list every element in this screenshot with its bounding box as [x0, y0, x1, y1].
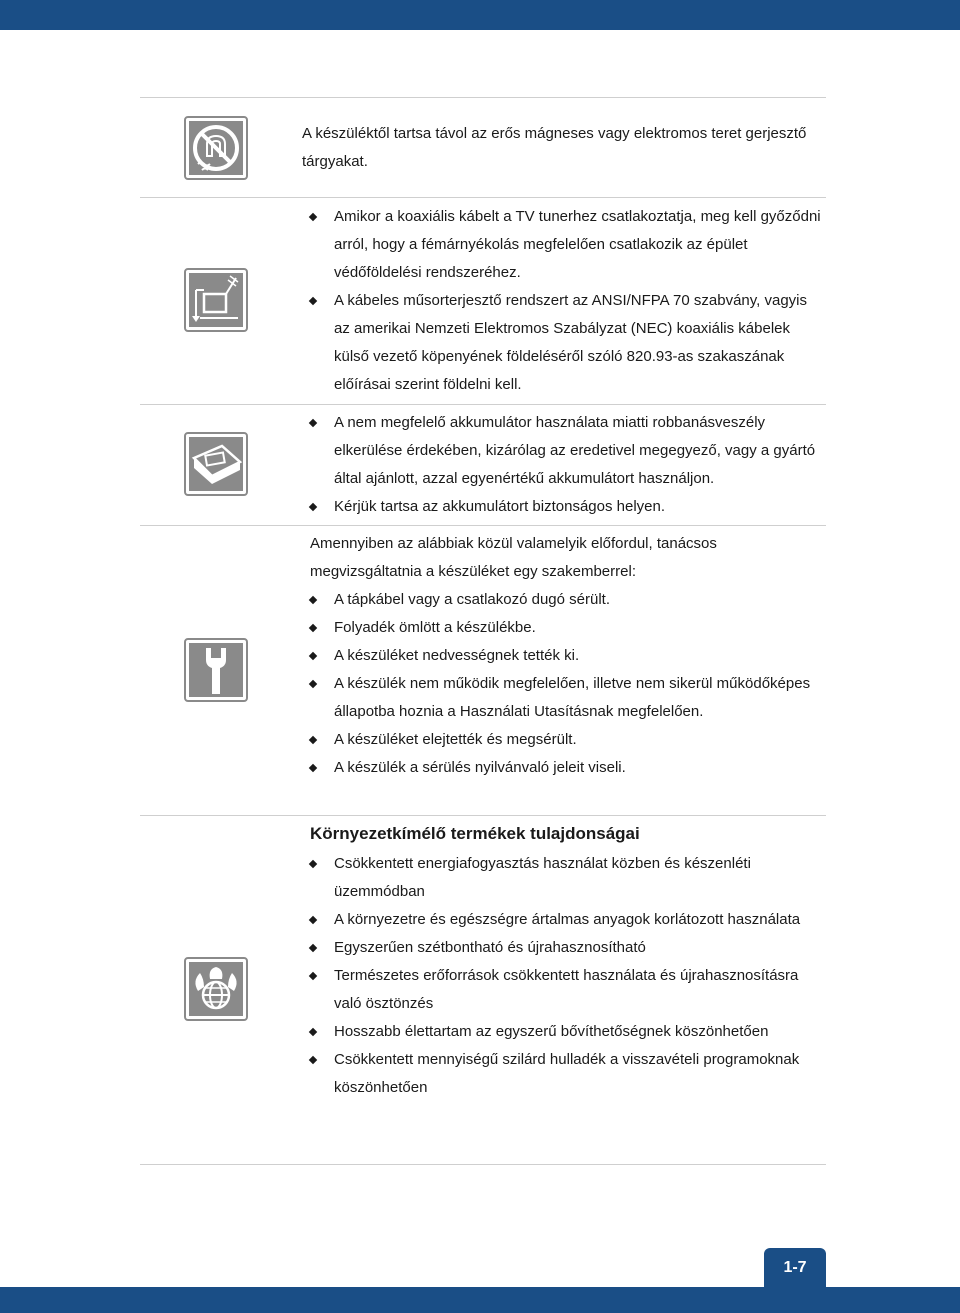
list-item: A készülék nem működik megfelelően, illetve nem sikerül működőképes állapotba hoznia a Használati Utasításnak megfelelően. — [302, 670, 822, 726]
wrench-icon — [184, 638, 248, 702]
list-item: A készüléket elejtették és megsérült. — [302, 726, 822, 754]
magnetic-warning-text: A készüléktől tartsa távol az erős mágneses vagy elektromos teret gerjesztő tárgyakat. — [302, 125, 807, 170]
list-item: A tápkábel vagy a csatlakozó dugó sérült. — [302, 586, 822, 614]
divider — [140, 525, 826, 526]
magnet-prohibited-icon — [184, 116, 248, 180]
list-item: Csökkentett energiafogyasztás használat közben és készenléti üzemmódban — [302, 850, 822, 906]
section-magnetic — [302, 120, 822, 176]
list-item: Csökkentett mennyiségű szilárd hulladék a visszavételi programoknak köszönhetően — [302, 1046, 822, 1102]
section-eco — [310, 822, 822, 1102]
divider — [140, 815, 826, 816]
divider — [140, 197, 826, 198]
divider — [140, 1164, 826, 1165]
list-item: A környezetre és egészségre ártalmas anyagok korlátozott használata — [302, 906, 822, 934]
divider — [140, 404, 826, 405]
section-coax — [302, 203, 822, 399]
section-service — [310, 530, 822, 782]
list-item: Kérjük tartsa az akkumulátort biztonságos helyen. — [302, 493, 822, 521]
list-item: Hosszabb élettartam az egyszerű bővíthetőségnek köszönhetően — [302, 1018, 822, 1046]
eco-heading: Környezetkímélő termékek tulajdonságai — [310, 824, 640, 843]
service-intro: Amennyiben az alábbiak közül valamelyik előfordul, tanácsos megvizsgáltatnia a készüléket egy szakemberrel: — [310, 535, 717, 580]
divider — [140, 97, 826, 98]
eco-globe-icon — [184, 957, 248, 1021]
list-item: A készüléket nedvességnek tették ki. — [302, 642, 822, 670]
list-item: Egyszerűen szétbontható és újrahasznosítható — [302, 934, 822, 962]
list-item: A kábeles műsorterjesztő rendszert az ANSI/NFPA 70 szabvány, vagyis az amerikai Nemzeti Elektromos Szabályzat (NEC) koaxiális kábelek külső vezető köpenyének földeléséről szóló 820.93-as szakaszának előírásai szerint földelni kell. — [302, 287, 822, 399]
tv-antenna-ground-icon — [184, 268, 248, 332]
list-item: A nem megfelelő akkumulátor használata miatti robbanásveszély elkerülése érdekében, kizárólag az eredetivel megegyező, vagy a gyártó által ajánlott, azzal egyenértékű akkumulátort használjon. — [302, 409, 822, 493]
list-item: Természetes erőforrások csökkentett használata és újrahasznosításra való ösztönzés — [302, 962, 822, 1018]
list-item: Amikor a koaxiális kábelt a TV tunerhez csatlakoztatja, meg kell győződni arról, hogy a fémárnyékolás megfelelően csatlakozik az épület védőföldelési rendszeréhez. — [302, 203, 822, 287]
top-bar — [0, 0, 960, 30]
battery-icon — [184, 432, 248, 496]
bottom-bar — [0, 1287, 960, 1313]
list-item: A készülék a sérülés nyilvánvaló jeleit viseli. — [302, 754, 822, 782]
page-number: 1-7 — [764, 1248, 826, 1288]
section-battery — [302, 409, 822, 521]
list-item: Folyadék ömlött a készülékbe. — [302, 614, 822, 642]
